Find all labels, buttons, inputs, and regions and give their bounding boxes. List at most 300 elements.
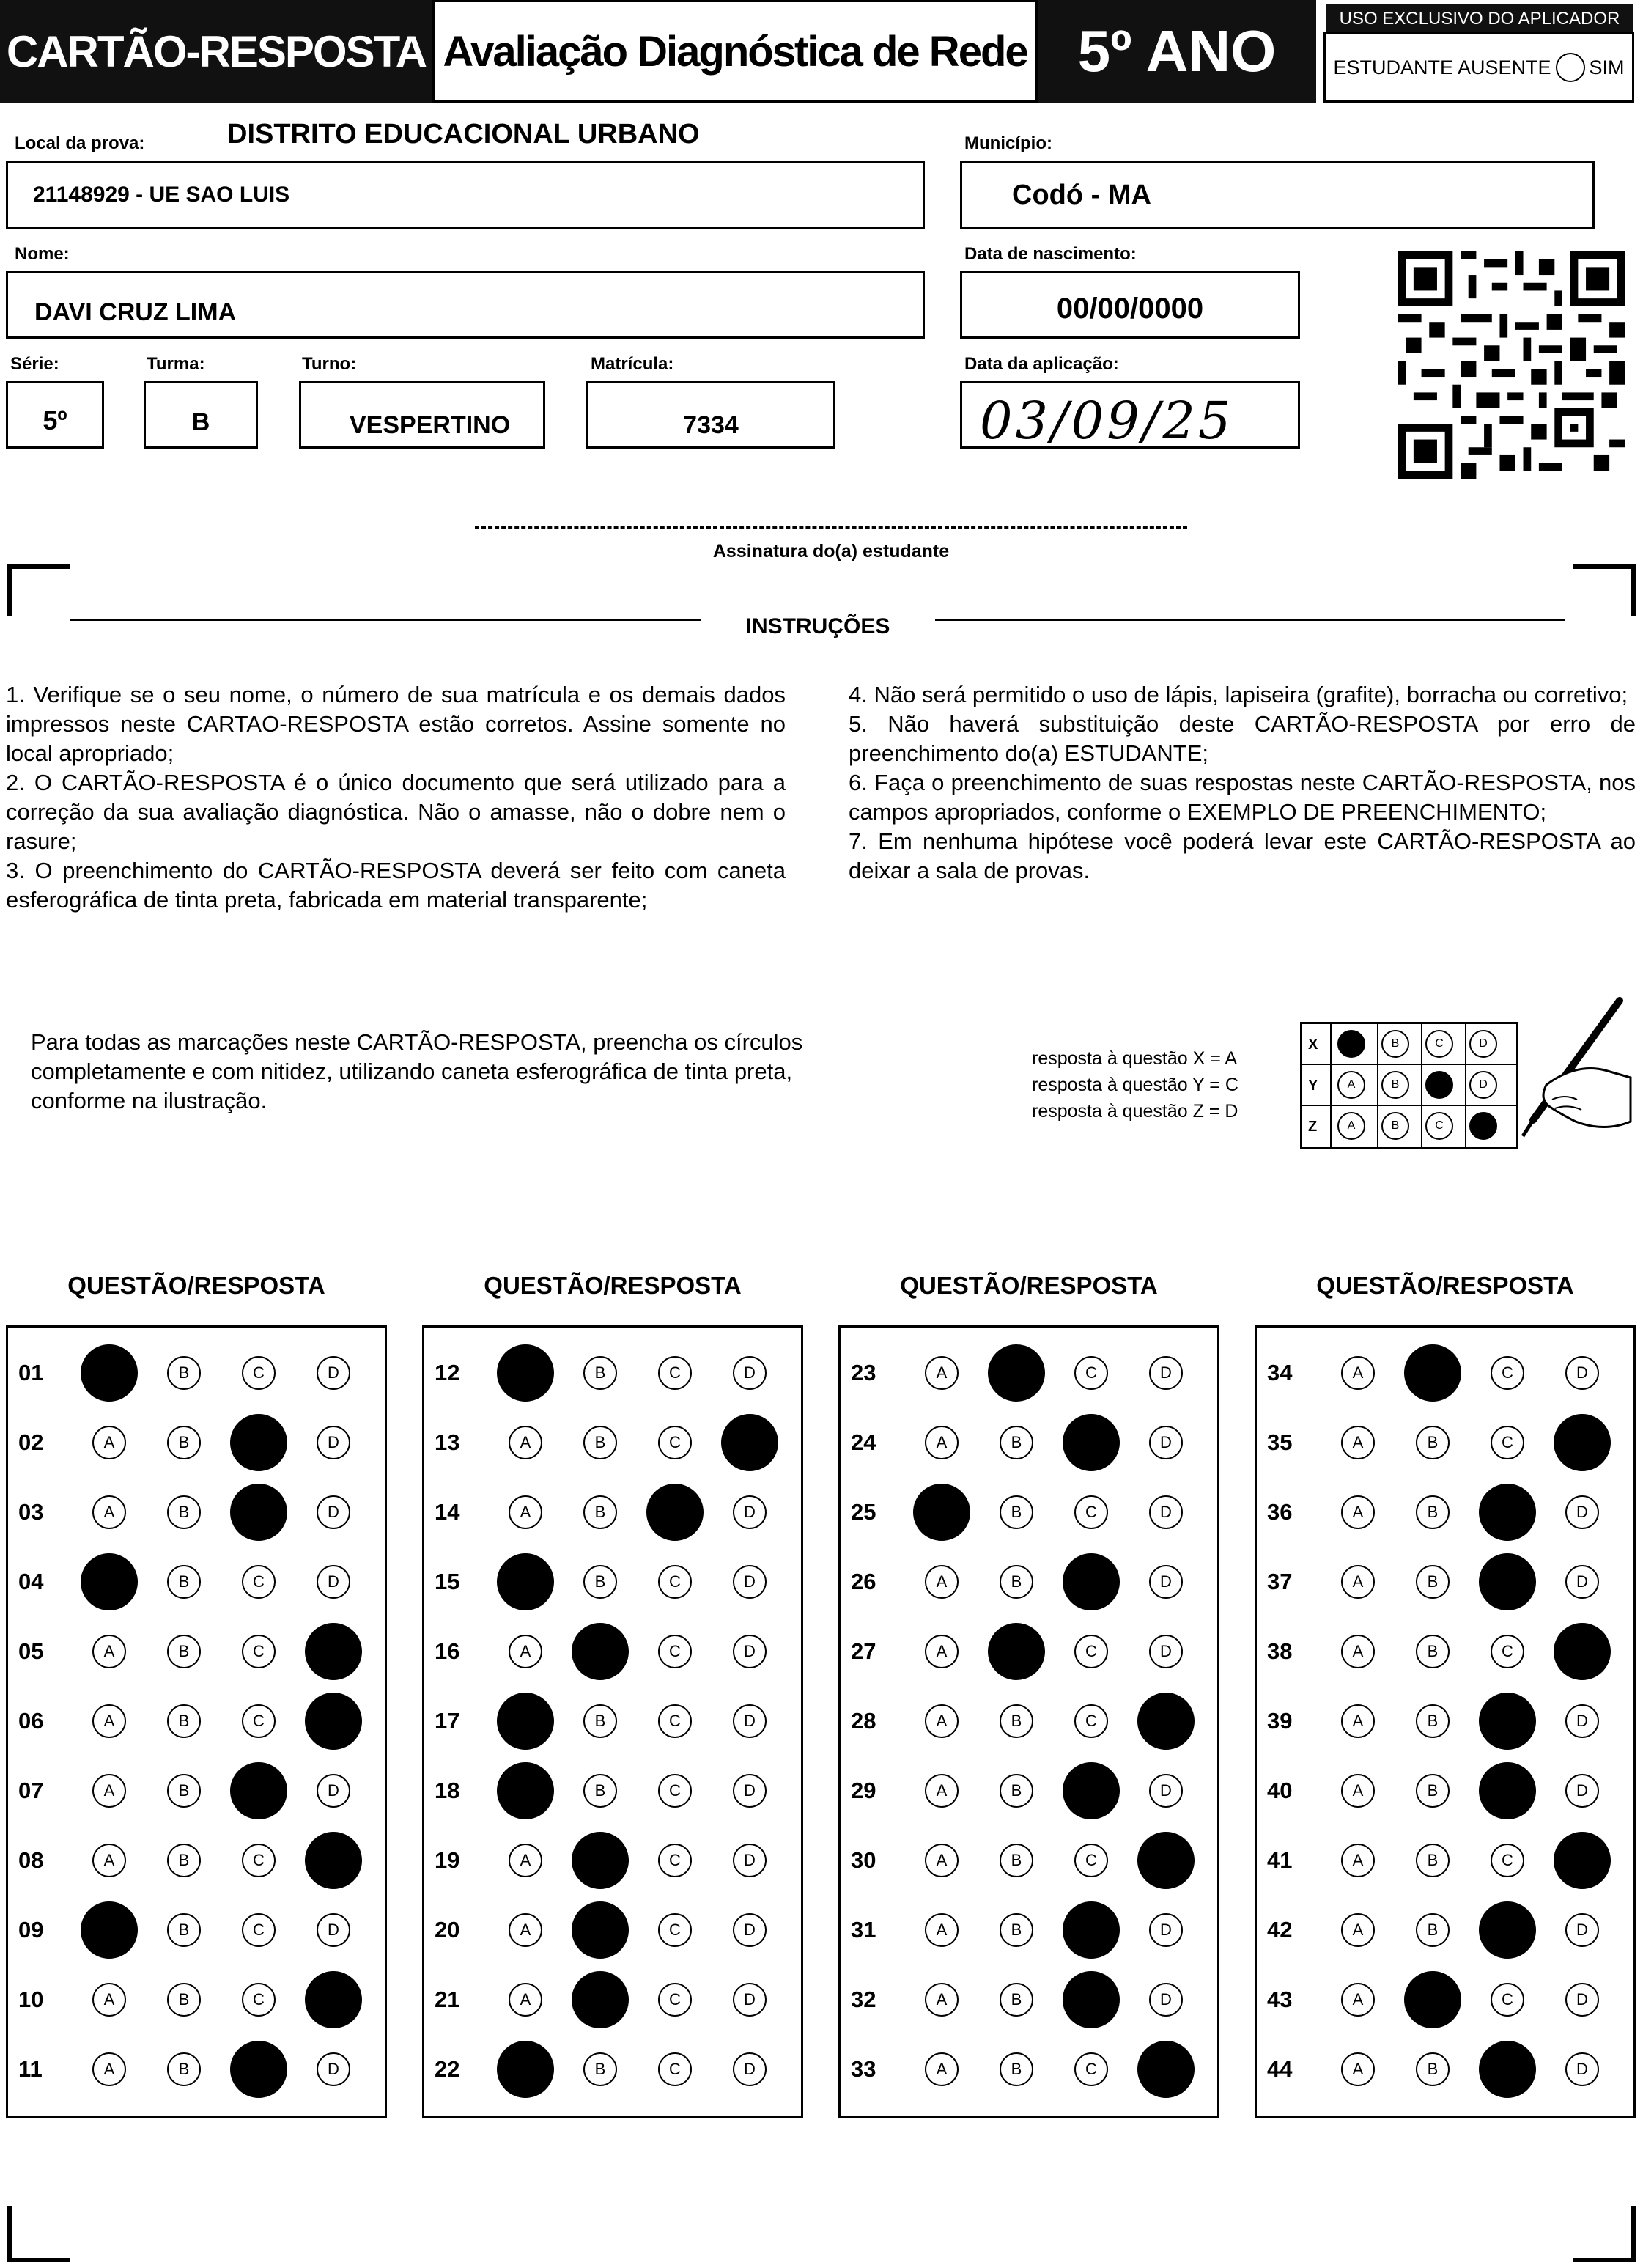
answer-bubble-b[interactable]: B [1000, 1495, 1033, 1529]
question-number: 19 [435, 1847, 460, 1873]
example-separator [1377, 1106, 1378, 1147]
answer-bubble-d[interactable] [1137, 2041, 1195, 2098]
answer-bubble-a[interactable]: A [925, 1565, 959, 1599]
question-number: 26 [851, 1569, 876, 1594]
answer-bubble-d[interactable]: D [317, 1495, 350, 1529]
answer-bubble-a[interactable]: A [1341, 1844, 1375, 1877]
answer-bubble-b[interactable] [1404, 1344, 1461, 1402]
answer-bubble-c[interactable]: C [242, 1635, 276, 1668]
answer-bubble-b[interactable]: B [1000, 1774, 1033, 1808]
question-number: 02 [18, 1429, 44, 1455]
question-number: 28 [851, 1708, 876, 1734]
answer-bubble-b[interactable]: B [1416, 2052, 1450, 2086]
answer-bubble-d[interactable]: D [317, 2052, 350, 2086]
question-row [8, 1965, 385, 2034]
question-row [424, 1965, 801, 2034]
answer-bubble-d[interactable]: D [733, 1774, 767, 1808]
nome-value: DAVI CRUZ LIMA [34, 298, 237, 326]
answer-bubble-b[interactable]: B [1416, 1913, 1450, 1947]
question-number: 17 [435, 1708, 460, 1734]
answer-bubble-b[interactable]: B [167, 1495, 201, 1529]
answer-bubble-d[interactable]: D [733, 1983, 767, 2017]
turno-field[interactable] [299, 381, 545, 449]
instructions-title: INSTRUÇÕES [745, 614, 890, 638]
answer-bubble-c[interactable] [1063, 1553, 1120, 1610]
absent-label: ESTUDANTE AUSENTE [1333, 56, 1551, 78]
question-number: 03 [18, 1499, 44, 1525]
answer-bubble-b[interactable]: B [1416, 1774, 1450, 1808]
signature-label: Assinatura do(a) estudante [712, 541, 950, 562]
answer-bubble-b[interactable]: B [167, 1565, 201, 1599]
question-row [841, 1477, 1217, 1547]
answer-bubble-c[interactable]: C [1074, 1704, 1108, 1738]
answer-bubble-a[interactable] [497, 1693, 554, 1750]
answer-bubble-c[interactable] [230, 1762, 287, 1819]
answer-bubble-b[interactable]: B [1000, 1913, 1033, 1947]
answer-bubble-c[interactable]: C [242, 1913, 276, 1947]
question-number: 22 [435, 2056, 460, 2082]
answer-bubble-a[interactable]: A [92, 1426, 126, 1459]
nascimento-field[interactable] [960, 271, 1300, 339]
answer-bubble-a[interactable] [497, 2041, 554, 2098]
corner-mark [7, 564, 12, 616]
example-separator [1465, 1024, 1466, 1064]
answer-bubble-d[interactable]: D [1565, 1913, 1599, 1947]
answer-bubble-b[interactable] [572, 1623, 629, 1680]
answer-bubble-b[interactable]: B [167, 1356, 201, 1390]
answer-bubble-a[interactable]: A [1341, 1913, 1375, 1947]
corner-mark [1631, 2206, 1636, 2262]
question-number: 06 [18, 1708, 44, 1734]
answer-bubble-a[interactable]: A [925, 1844, 959, 1877]
answer-bubble-d[interactable]: D [1565, 1704, 1599, 1738]
answer-bubble-b[interactable]: B [1416, 1426, 1450, 1459]
answer-bubble-b[interactable]: B [167, 1913, 201, 1947]
question-number: 39 [1267, 1708, 1293, 1734]
question-number: 18 [435, 1778, 460, 1803]
answer-bubble-a[interactable]: A [925, 1913, 959, 1947]
answer-bubble-c[interactable] [230, 1414, 287, 1471]
example-separator [1377, 1024, 1378, 1064]
answer-bubble-c[interactable]: C [242, 1565, 276, 1599]
local-value: 21148929 - UE SAO LUIS [33, 183, 290, 207]
question-number: 32 [851, 1987, 876, 2012]
answer-bubble-b[interactable]: B [1416, 1844, 1450, 1877]
example-separator [1377, 1065, 1378, 1105]
answer-bubble-a[interactable]: A [1341, 1704, 1375, 1738]
answer-bubble-a[interactable]: A [1341, 1983, 1375, 2017]
turma-label: Turma: [147, 354, 205, 374]
example-separator [1330, 1106, 1332, 1147]
question-row [8, 1756, 385, 1825]
answer-panel [6, 1325, 387, 2118]
answer-bubble-d[interactable] [1137, 1693, 1195, 1750]
answer-bubble-c[interactable]: C [1074, 1356, 1108, 1390]
answer-bubble-d[interactable] [1554, 1623, 1611, 1680]
corner-mark [1573, 2258, 1636, 2262]
answer-bubble-c[interactable]: C [658, 1844, 692, 1877]
answer-bubble-a[interactable]: A [509, 1426, 542, 1459]
answer-bubble-a[interactable]: A [509, 1844, 542, 1877]
local-label: Local da prova: [15, 133, 145, 153]
instructions-rule [935, 619, 1565, 621]
example-bubble [1469, 1112, 1497, 1140]
answer-bubble-c[interactable]: C [242, 1844, 276, 1877]
answer-bubble-b[interactable]: B [167, 1426, 201, 1459]
question-number: 31 [851, 1917, 876, 1943]
question-number: 42 [1267, 1917, 1293, 1943]
question-number: 08 [18, 1847, 44, 1873]
answer-bubble-a[interactable]: A [1341, 1635, 1375, 1668]
answer-bubble-b[interactable]: B [583, 2052, 617, 2086]
answer-bubble-c[interactable] [1479, 1693, 1536, 1750]
question-row [1257, 1477, 1633, 1547]
answer-bubble-d[interactable]: D [1149, 1356, 1183, 1390]
question-row [8, 1407, 385, 1477]
example-bubble: A [1337, 1112, 1365, 1140]
question-row [8, 1547, 385, 1616]
answer-bubble-a[interactable]: A [1341, 1356, 1375, 1390]
nome-field[interactable] [6, 271, 925, 339]
answer-bubble-a[interactable]: A [509, 1913, 542, 1947]
answer-bubble-c[interactable]: C [242, 1983, 276, 2017]
matricula-value: 7334 [683, 411, 739, 439]
answer-bubble-a[interactable]: A [925, 1426, 959, 1459]
absent-box [1323, 32, 1634, 103]
corner-mark [7, 564, 70, 569]
absent-yes-label: SIM [1589, 56, 1625, 78]
matricula-label: Matrícula: [591, 354, 674, 374]
serie-label: Série: [10, 354, 59, 374]
answer-bubble-d[interactable]: D [1149, 1913, 1183, 1947]
aplicacao-label: Data da aplicação: [964, 354, 1119, 374]
answer-bubble-c[interactable]: C [658, 1635, 692, 1668]
answer-bubble-c[interactable] [1063, 1971, 1120, 2028]
example-bubble: C [1425, 1030, 1453, 1058]
answer-bubble-b[interactable]: B [583, 1704, 617, 1738]
serie-field[interactable] [6, 381, 104, 449]
question-number: 07 [18, 1778, 44, 1803]
question-number: 23 [851, 1360, 876, 1385]
answer-bubble-a[interactable] [497, 1762, 554, 1819]
answer-bubble-b[interactable]: B [583, 1495, 617, 1529]
answer-bubble-d[interactable]: D [317, 1356, 350, 1390]
signature-line[interactable] [475, 526, 1187, 529]
applicator-title: USO EXCLUSIVO DO APLICADOR [1326, 4, 1633, 34]
answer-bubble-d[interactable]: D [1149, 1565, 1183, 1599]
answer-bubble-a[interactable] [81, 1344, 138, 1402]
nome-label: Nome: [15, 244, 70, 264]
answer-bubble-b[interactable]: B [167, 1635, 201, 1668]
answer-bubble-b[interactable]: B [1000, 1844, 1033, 1877]
answer-bubble-d[interactable]: D [733, 1356, 767, 1390]
answer-bubble-d[interactable]: D [1565, 1565, 1599, 1599]
answer-bubble-d[interactable]: D [1149, 1426, 1183, 1459]
answer-bubble-b[interactable]: B [583, 1565, 617, 1599]
answer-bubble-c[interactable]: C [658, 1565, 692, 1599]
matricula-field[interactable] [586, 381, 835, 449]
example-separator [1421, 1024, 1422, 1064]
answer-bubble-b[interactable]: B [1000, 1704, 1033, 1738]
card-title: CARTÃO-RESPOSTA [0, 0, 432, 103]
answer-bubble-a[interactable] [81, 1901, 138, 1959]
question-row [841, 1616, 1217, 1686]
answer-bubble-d[interactable] [305, 1832, 362, 1889]
answer-bubble-b[interactable]: B [1000, 2052, 1033, 2086]
answer-bubble-c[interactable] [1479, 2041, 1536, 2098]
corner-mark [7, 2258, 70, 2262]
answer-bubble-a[interactable]: A [925, 1983, 959, 2017]
answer-bubble-b[interactable] [572, 1901, 629, 1959]
answer-bubble-a[interactable]: A [925, 1635, 959, 1668]
answer-bubble-c[interactable]: C [1074, 1844, 1108, 1877]
aplicacao-field[interactable] [960, 381, 1300, 449]
answer-bubble-c[interactable] [1479, 1553, 1536, 1610]
answer-bubble-d[interactable]: D [733, 1913, 767, 1947]
example-row [1302, 1065, 1516, 1106]
answer-bubble-c[interactable] [1063, 1762, 1120, 1819]
answer-bubble-a[interactable]: A [92, 1495, 126, 1529]
answer-bubble-c[interactable]: C [1491, 1635, 1524, 1668]
answer-bubble-d[interactable]: D [1149, 1635, 1183, 1668]
answer-bubble-c[interactable]: C [242, 1704, 276, 1738]
example-bubble: B [1381, 1071, 1409, 1099]
question-number: 04 [18, 1569, 44, 1594]
question-row [841, 1825, 1217, 1895]
answer-bubble-c[interactable] [646, 1484, 704, 1541]
answer-panel [422, 1325, 803, 2118]
question-number: 05 [18, 1638, 44, 1664]
answer-bubble-a[interactable]: A [509, 1635, 542, 1668]
answer-bubble-b[interactable]: B [1000, 1983, 1033, 2017]
question-number: 09 [18, 1917, 44, 1943]
answer-bubble-c[interactable] [230, 2041, 287, 2098]
question-row [841, 1756, 1217, 1825]
answer-bubble-a[interactable]: A [1341, 2052, 1375, 2086]
answer-bubble-c[interactable]: C [658, 1356, 692, 1390]
answer-bubble-c[interactable]: C [658, 1983, 692, 2017]
district-name: DISTRITO EDUCACIONAL URBANO [227, 119, 700, 150]
grade-label: 5º ANO [1038, 0, 1316, 103]
nascimento-value: 00/00/0000 [1056, 292, 1204, 325]
question-number: 13 [435, 1429, 460, 1455]
serie-value: 5º [43, 405, 67, 435]
question-row [841, 1338, 1217, 1407]
answer-bubble-c[interactable]: C [242, 1356, 276, 1390]
question-number: 40 [1267, 1778, 1293, 1803]
answer-bubble-b[interactable]: B [1000, 1426, 1033, 1459]
answer-bubble-d[interactable]: D [733, 1565, 767, 1599]
answer-bubble-d[interactable] [305, 1971, 362, 2028]
answer-bubble-d[interactable]: D [1565, 1983, 1599, 2017]
answer-bubble-b[interactable]: B [167, 1774, 201, 1808]
answer-bubble-a[interactable]: A [509, 1495, 542, 1529]
question-row [841, 2034, 1217, 2104]
answer-bubble-d[interactable]: D [1149, 1495, 1183, 1529]
answer-bubble-b[interactable]: B [1416, 1495, 1450, 1529]
answer-bubble-c[interactable]: C [658, 1704, 692, 1738]
answer-bubble-a[interactable]: A [92, 1704, 126, 1738]
answer-bubble-d[interactable] [721, 1414, 778, 1471]
answer-bubble-a[interactable]: A [92, 1983, 126, 2017]
answer-bubble-d[interactable]: D [1149, 1983, 1183, 2017]
question-number: 35 [1267, 1429, 1293, 1455]
example-separator [1465, 1065, 1466, 1105]
hand-pen-icon [1495, 997, 1634, 1158]
answer-bubble-a[interactable]: A [92, 1844, 126, 1877]
answer-bubble-d[interactable]: D [317, 1426, 350, 1459]
answer-bubble-b[interactable]: B [583, 1774, 617, 1808]
answer-bubble-d[interactable]: D [733, 1844, 767, 1877]
answer-bubble-a[interactable] [913, 1484, 970, 1541]
example-separator [1330, 1065, 1332, 1105]
answer-bubble-c[interactable] [1479, 1484, 1536, 1541]
answer-bubble-b[interactable]: B [167, 2052, 201, 2086]
question-number: 14 [435, 1499, 460, 1525]
answer-bubble-d[interactable] [305, 1623, 362, 1680]
question-row [424, 1756, 801, 1825]
answer-bubble-b[interactable]: B [1416, 1704, 1450, 1738]
example-separator [1330, 1024, 1332, 1064]
instructions-rule [70, 619, 701, 621]
question-row [424, 1338, 801, 1407]
answer-bubble-b[interactable]: B [167, 1844, 201, 1877]
answer-bubble-d[interactable]: D [317, 1565, 350, 1599]
answer-bubble-b[interactable] [572, 1971, 629, 2028]
answer-bubble-a[interactable]: A [92, 1774, 126, 1808]
question-row [424, 2034, 801, 2104]
answer-bubble-a[interactable]: A [925, 1704, 959, 1738]
question-row [1257, 2034, 1633, 2104]
example-bubble [1337, 1030, 1365, 1058]
answer-bubble-c[interactable]: C [1491, 1844, 1524, 1877]
answer-bubble-d[interactable] [305, 1693, 362, 1750]
example-separator [1465, 1106, 1466, 1147]
turma-field[interactable] [144, 381, 258, 449]
question-row [424, 1477, 801, 1547]
answer-bubble-a[interactable]: A [1341, 1565, 1375, 1599]
answer-bubble-c[interactable]: C [1074, 1635, 1108, 1668]
answer-bubble-d[interactable] [1554, 1414, 1611, 1471]
question-row [1257, 1686, 1633, 1756]
example-separator [1421, 1106, 1422, 1147]
local-field[interactable] [6, 161, 925, 229]
exam-title: Avaliação Diagnóstica de Rede [432, 0, 1038, 103]
answer-bubble-a[interactable]: A [92, 2052, 126, 2086]
question-row [1257, 1756, 1633, 1825]
answer-bubble-a[interactable]: A [925, 1356, 959, 1390]
answer-bubble-c[interactable]: C [1491, 1426, 1524, 1459]
answer-bubble-d[interactable] [1554, 1832, 1611, 1889]
answer-bubble-c[interactable] [1479, 1762, 1536, 1819]
answer-bubble-c[interactable] [230, 1484, 287, 1541]
answer-bubble-d[interactable]: D [733, 1704, 767, 1738]
answer-bubble-b[interactable] [1404, 1971, 1461, 2028]
answer-bubble-a[interactable]: A [1341, 1495, 1375, 1529]
answer-bubble-b[interactable]: B [167, 1983, 201, 2017]
answer-bubble-b[interactable]: B [1416, 1635, 1450, 1668]
answer-bubble-d[interactable] [1137, 1832, 1195, 1889]
answer-bubble-c[interactable]: C [658, 2052, 692, 2086]
answer-bubble-a[interactable] [497, 1553, 554, 1610]
answer-bubble-d[interactable]: D [1565, 2052, 1599, 2086]
answer-bubble-a[interactable] [497, 1344, 554, 1402]
answer-bubble-c[interactable] [1479, 1901, 1536, 1959]
answer-bubble-d[interactable]: D [317, 1913, 350, 1947]
question-row [1257, 1547, 1633, 1616]
answer-bubble-b[interactable]: B [1416, 1565, 1450, 1599]
answer-bubble-d[interactable]: D [1565, 1495, 1599, 1529]
answer-bubble-c[interactable] [1063, 1901, 1120, 1959]
answer-bubble-d[interactable]: D [733, 2052, 767, 2086]
corner-mark [1573, 564, 1636, 569]
question-row [424, 1616, 801, 1686]
question-row [8, 1477, 385, 1547]
answer-bubble-b[interactable]: B [583, 1426, 617, 1459]
answer-bubble-d[interactable]: D [1149, 1774, 1183, 1808]
question-row [841, 1965, 1217, 2034]
question-number: 15 [435, 1569, 460, 1594]
answer-bubble-c[interactable]: C [658, 1774, 692, 1808]
nascimento-label: Data de nascimento: [964, 244, 1137, 264]
answer-bubble-b[interactable]: B [167, 1704, 201, 1738]
answer-bubble-b[interactable] [988, 1623, 1045, 1680]
example-bubble: A [1337, 1071, 1365, 1099]
answer-bubble-b[interactable] [988, 1344, 1045, 1402]
question-row [424, 1686, 801, 1756]
answer-bubble-a[interactable]: A [925, 1774, 959, 1808]
answer-bubble-a[interactable]: A [1341, 1426, 1375, 1459]
question-row [1257, 1825, 1633, 1895]
answer-bubble-c[interactable]: C [1074, 2052, 1108, 2086]
question-column-header: QUESTÃO/RESPOSTA [1316, 1272, 1574, 1299]
question-number: 11 [18, 2056, 43, 2082]
answer-bubble-b[interactable]: B [1000, 1565, 1033, 1599]
answer-bubble-c[interactable] [1063, 1414, 1120, 1471]
absent-bubble[interactable] [1556, 53, 1585, 82]
answer-bubble-c[interactable]: C [658, 1426, 692, 1459]
question-number: 33 [851, 2056, 876, 2082]
question-row [424, 1825, 801, 1895]
instructions-left: 1. Verifique se o seu nome, o número de sua matrícula e os demais dados impressos neste CARTAO-RESPOSTA estão corretos. Assine somente no local apropriado; 2. O CARTÃO-RESPOSTA é o único documento que será utilizado para a correção da sua avaliação diagnóstica. Não o amasse, não o dobre nem o rasure; 3. O preenchimento do CARTÃO-RESPOSTA deverá ser feito com caneta esferográfica de tinta preta, fabricada em material transparente; [6, 682, 786, 913]
answer-bubble-a[interactable]: A [509, 1983, 542, 2017]
answer-bubble-a[interactable] [81, 1553, 138, 1610]
answer-bubble-c[interactable]: C [1491, 1983, 1524, 2017]
question-row [8, 1686, 385, 1756]
example-row-label: X [1308, 1037, 1318, 1053]
question-number: 37 [1267, 1569, 1293, 1594]
answer-bubble-d[interactable]: D [1565, 1774, 1599, 1808]
answer-bubble-d[interactable]: D [733, 1635, 767, 1668]
answer-bubble-c[interactable]: C [1074, 1495, 1108, 1529]
answer-bubble-c[interactable]: C [1491, 1356, 1524, 1390]
question-row [1257, 1895, 1633, 1965]
answer-bubble-b[interactable] [572, 1832, 629, 1889]
answer-bubble-a[interactable]: A [1341, 1774, 1375, 1808]
question-row [1257, 1407, 1633, 1477]
municipio-field[interactable] [960, 161, 1595, 229]
answer-bubble-d[interactable]: D [1565, 1356, 1599, 1390]
answer-bubble-b[interactable]: B [583, 1356, 617, 1390]
aplicacao-value: 03/09/25 [980, 391, 1234, 451]
answer-bubble-d[interactable]: D [317, 1774, 350, 1808]
answer-bubble-a[interactable]: A [92, 1635, 126, 1668]
question-row [841, 1686, 1217, 1756]
answer-bubble-d[interactable]: D [733, 1495, 767, 1529]
answer-bubble-c[interactable]: C [658, 1913, 692, 1947]
answer-bubble-a[interactable]: A [925, 2052, 959, 2086]
example-legend [1032, 1045, 1238, 1124]
